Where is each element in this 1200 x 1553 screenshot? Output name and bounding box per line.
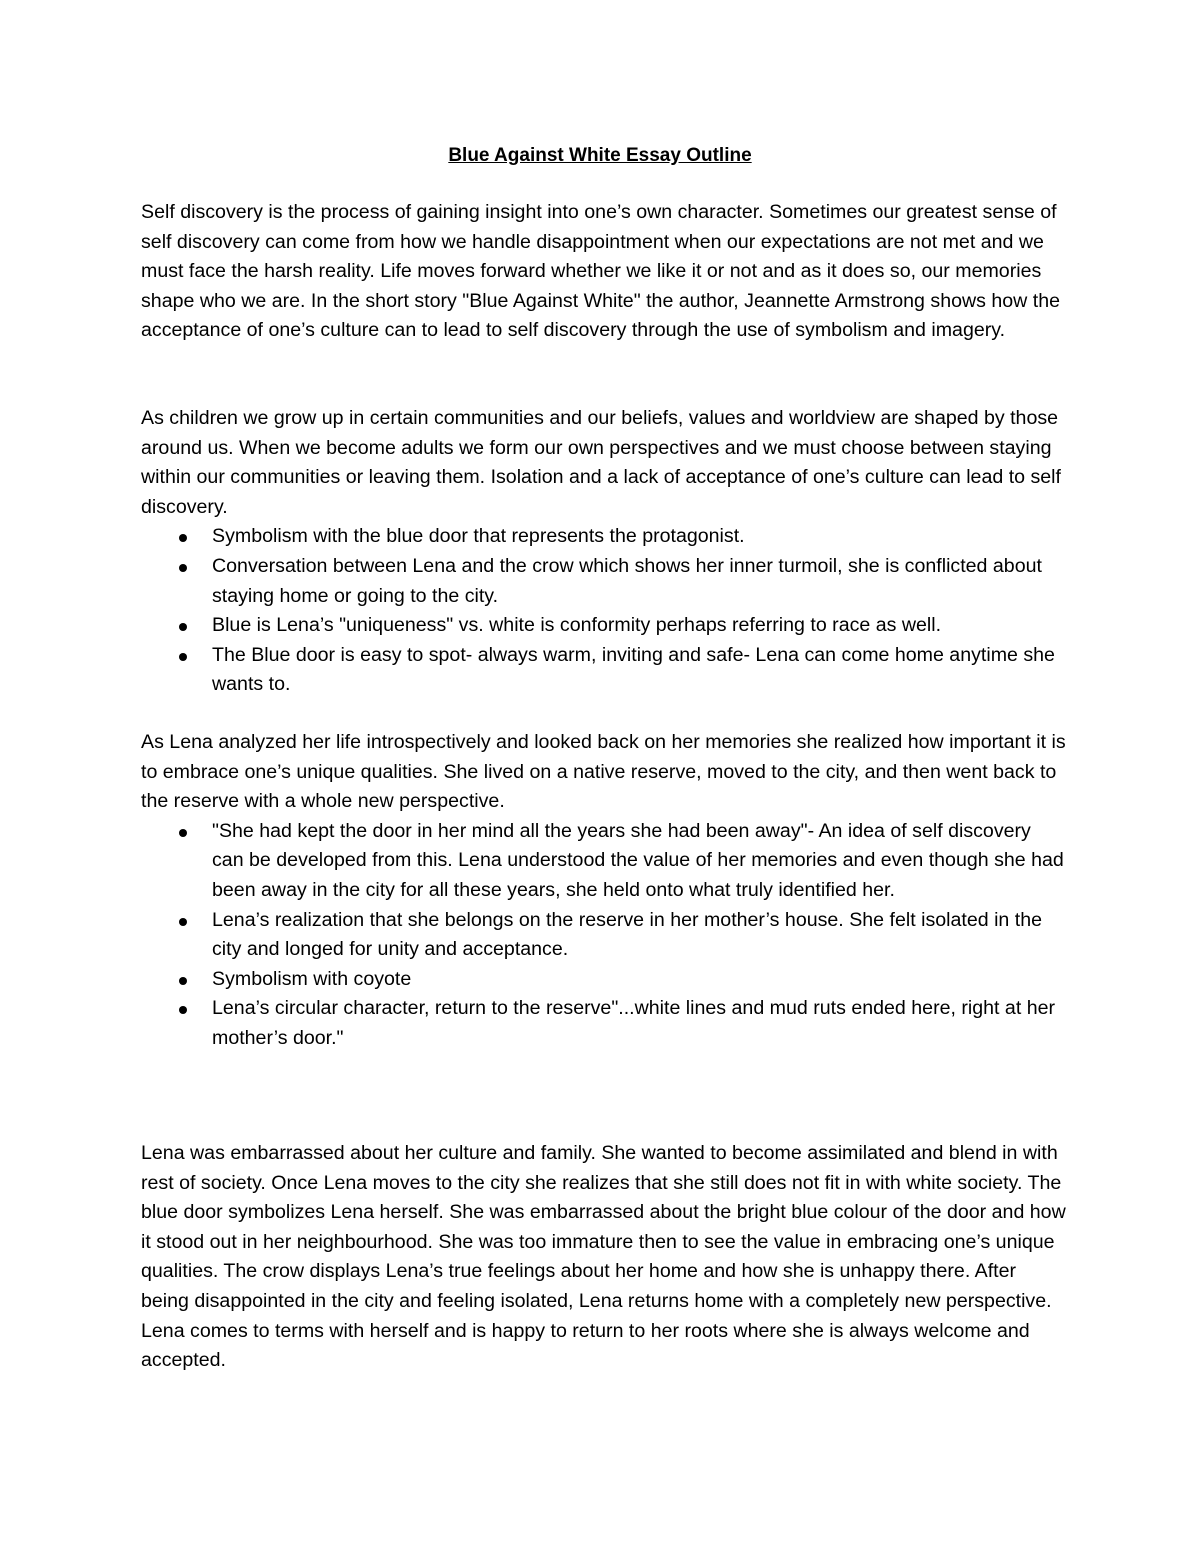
bullet-icon [179, 623, 187, 631]
intro-text: Self discovery is the process of gaining insight into one’s own character. Sometimes our greatest sense of self discovery can come from how we handle disappointment when our expectations are not met and we must face the harsh reality. Life moves forward whether we like it or not and as it does so, our memories shape who we are. In the short story "Blue Against White" the author, Jeannette Armstrong shows how the acceptance of one’s culture can to lead to self discovery through the use of symbolism and imagery. [141, 201, 1061, 342]
list-item [141, 522, 1066, 552]
document-title: Blue Against White Essay Outline [448, 145, 752, 166]
bullet-icon [179, 564, 187, 572]
list-item-text: Conversation between Lena and the crow which shows her inner turmoil, she is conflicted about staying home or going to the city. [212, 554, 1042, 607]
list-item-text: Blue is Lena’s "uniqueness" vs. white is conformity perhaps referring to race as well. [212, 614, 942, 637]
list-item-text: "She had kept the door in her mind all the years she had been away"- An idea of self discovery can be developed from this. Lena understood the value of her memories and even though she had been away in the city for all these years, she held onto what truly identified her. [212, 819, 1064, 901]
list-item-text: The Blue door is easy to spot- always warm, inviting and safe- Lena can come home anytime she wants to. [212, 643, 1055, 696]
list-item [141, 906, 1066, 965]
list-item [141, 611, 1066, 641]
list-item [141, 817, 1066, 906]
bullet-icon [179, 918, 187, 926]
conclusion-paragraph [141, 1139, 1066, 1376]
list-item-text: Lena’s circular character, return to the reserve"...white lines and mud ruts ended here, right at her mother’s door." [212, 997, 1056, 1049]
section-2-text: As Lena analyzed her life introspectively and looked back on her memories she realized how important it is to embrace one’s unique qualities. She lived on a native reserve, moved to the city, and then went back to the reserve with a whole new perspective. [141, 731, 1066, 813]
list-item [141, 965, 1066, 995]
bullet-icon [179, 829, 187, 837]
list-item [141, 641, 1066, 700]
bullet-icon [179, 653, 187, 661]
list-item-text: Symbolism with coyote [212, 967, 412, 990]
list-item-text: Lena’s realization that she belongs on the reserve in her mother’s house. She felt isolated in the city and longed for unity and acceptance. [212, 908, 1042, 961]
section-2-bullet-list [141, 817, 1066, 1054]
bullet-icon [179, 534, 187, 542]
bullet-icon [179, 977, 187, 985]
list-item [141, 552, 1066, 611]
bullet-icon [179, 1006, 187, 1014]
section-1-text: As children we grow up in certain communities and our beliefs, values and worldview are shaped by those around us. When we become adults we form our own perspectives and we must choose between staying within our communities or leaving them. Isolation and a lack of acceptance of one’s culture can lead to self discovery. [141, 407, 1061, 518]
section-1 [141, 404, 1066, 700]
section-2 [141, 728, 1066, 1054]
list-item-text: Symbolism with the blue door that represents the protagonist. [212, 525, 745, 548]
section-1-bullet-list [141, 522, 1066, 700]
conclusion-text: Lena was embarrassed about her culture and family. She wanted to become assimilated and blend in with rest of society. Once Lena moves to the city she realizes that she still does not fit in with white society. The blue door symbolizes Lena herself. She was embarrassed about the bright blue colour of the door and how it stood out in her neighbourhood. She was too immature then to see the value in embracing one’s unique qualities. The crow displays Lena’s true feelings about her home and how she is unhappy there. After being disappointed in the city and feeling isolated, Lena returns home with a completely new perspective. Lena comes to terms with herself and is happy to return to her roots where she is always welcome and accepted. [141, 1142, 1066, 1372]
intro-paragraph [141, 198, 1066, 346]
list-item [141, 994, 1066, 1053]
